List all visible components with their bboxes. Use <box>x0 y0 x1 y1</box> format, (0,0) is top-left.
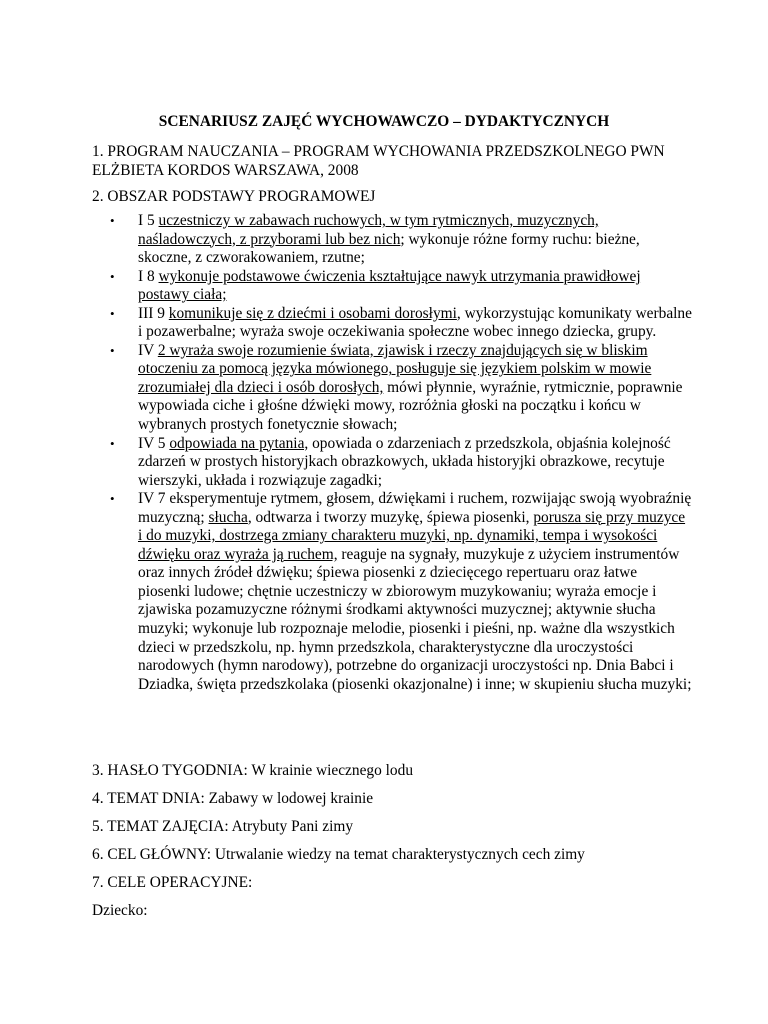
bullet-icon: • <box>110 342 115 358</box>
bullet-icon: • <box>110 305 115 321</box>
list-item <box>92 305 692 342</box>
bullet-underlined-text: słucha <box>208 508 248 526</box>
bullet-underlined-text: komunikuje się z dziećmi i osobami dorosłymi <box>168 304 457 322</box>
bullet-underlined-text: odpowiada na pytania, <box>169 434 309 452</box>
child-label: Dziecko: <box>92 902 148 919</box>
bullet-prefix: IV <box>138 341 158 359</box>
section-program-line1: 1. PROGRAM NAUCZANIA – PROGRAM WYCHOWANIA PRZEDSZKOLNEGO PWN <box>92 143 665 160</box>
list-item <box>92 212 692 268</box>
section-program-line2: ELŻBIETA KORDOS WARSZAWA, 2008 <box>92 162 359 179</box>
bullet-underlined-text: uczestniczy w zabawach ruchowych, w tym rytmicznych, muzycznych, naśladowczych, z przyborami lub bez nich <box>138 212 599 248</box>
bullet-text: ; wykonuje różne formy ruchu: bieżne, skoczne, z czworakowaniem, rzutne; <box>138 230 640 267</box>
bullet-text: mówi płynnie, wyraźnie, rytmicznie, poprawnie wypowiada ciche i głośne dźwięki mowy, rozróżnia głoski na początku i końcu w wybranych prostych fonetycznie słowach; <box>138 378 683 434</box>
bullet-text: opowiada o zdarzeniach z przedszkola, objaśnia kolejność zdarzeń w prostych historyjkach obrazkowych, układa historyjki obrazkowe, recytuje wierszyki, układa i rozwiązuje zagadki; <box>138 434 671 489</box>
list-item <box>92 342 692 435</box>
bullet-underlined-text: 2 wyraża swoje rozumienie świata, zjawisk i rzeczy znajdujących się w bliskim otoczeniu za pomocą języka mówionego, posługuje się językiem polskim w mowie zrozumiałej dla dzieci i osób dorosłych, <box>138 341 652 396</box>
section-activity-topic: 5. TEMAT ZAJĘCIA: Atrybuty Pani zimy <box>92 818 354 835</box>
section-week-slogan: 3. HASŁO TYGODNIA: W krainie wiecznego lodu <box>92 762 414 779</box>
bullet-prefix: I 8 <box>138 267 159 285</box>
section-operational-goals: 7. CELE OPERACYJNE: <box>92 874 253 891</box>
bullet-icon: • <box>110 491 115 507</box>
list-item <box>92 435 692 491</box>
bullet-prefix: I 5 <box>138 212 159 229</box>
bullet-text: reaguje na sygnały, muzykuje z użyciem instrumentów oraz innych źródeł dźwięku; śpiewa piosenki z dziecięcego repertuaru oraz łatwe piosenki ludowe; chętnie uczestniczy w zbiorowym muzykowaniu; wyraża emocje i zjawiska pozamuzyczne różnymi środkami aktywności muzycznej; aktywnie słucha muzyki; wykonuje lub rozpoznaje melodie, piosenki i pieśni, np. ważne dla wszystkich dzieci w przedszkolu, np. hymn przedszkola, charakterystyczne dla uroczystości narodowych (hymn narodowy), potrzebne do organizacji uroczystości np. Dnia Babci i Dziadka, święta przedszkolaka (piosenki okazjonalne) i inne; w skupieniu słucha muzyki; <box>138 545 692 693</box>
list-item <box>92 490 692 694</box>
section-area-heading: 2. OBSZAR PODSTAWY PROGRAMOWEJ <box>92 188 376 205</box>
bullet-icon: • <box>110 435 115 451</box>
bullet-prefix: IV 5 <box>138 434 170 452</box>
section-main-goal: 6. CEL GŁÓWNY: Utrwalanie wiedzy na temat charakterystycznych cech zimy <box>92 846 585 863</box>
bullet-icon: • <box>110 213 115 228</box>
bullet-underlined-text: porusza się przy muzyce i do muzyki, dostrzega zmiany charakteru muzyki, np. dynamiki, tempa i wysokości dźwięku oraz wyraża ją ruchem, <box>138 508 686 563</box>
bullet-prefix: III 9 <box>138 304 169 322</box>
bullet-text: , wykorzystując komunikaty werbalne i pozawerbalne; wyraża swoje oczekiwania społeczne wobec innego dziecka, grupy. <box>138 304 692 341</box>
list-item <box>92 268 692 305</box>
bullet-prefix: IV 7 eksperymentuje rytmem, głosem, dźwiękami i ruchem, rozwijając swoją wyobraźnię muzyczną; <box>138 490 692 526</box>
bullet-text: , odtwarza i tworzy muzykę, śpiewa piosenki, <box>247 508 534 526</box>
document-title: SCENARIUSZ ZAJĘĆ WYCHOWAWCZO – DYDAKTYCZNYCH <box>158 113 610 130</box>
section-day-topic: 4. TEMAT DNIA: Zabawy w lodowej krainie <box>92 790 374 807</box>
bullet-icon: • <box>110 268 115 284</box>
bullet-underlined-text: wykonuje podstawowe ćwiczenia kształtujące nawyk utrzymania prawidłowej postawy ciała; <box>138 267 641 304</box>
curriculum-bullet-list <box>92 212 692 694</box>
